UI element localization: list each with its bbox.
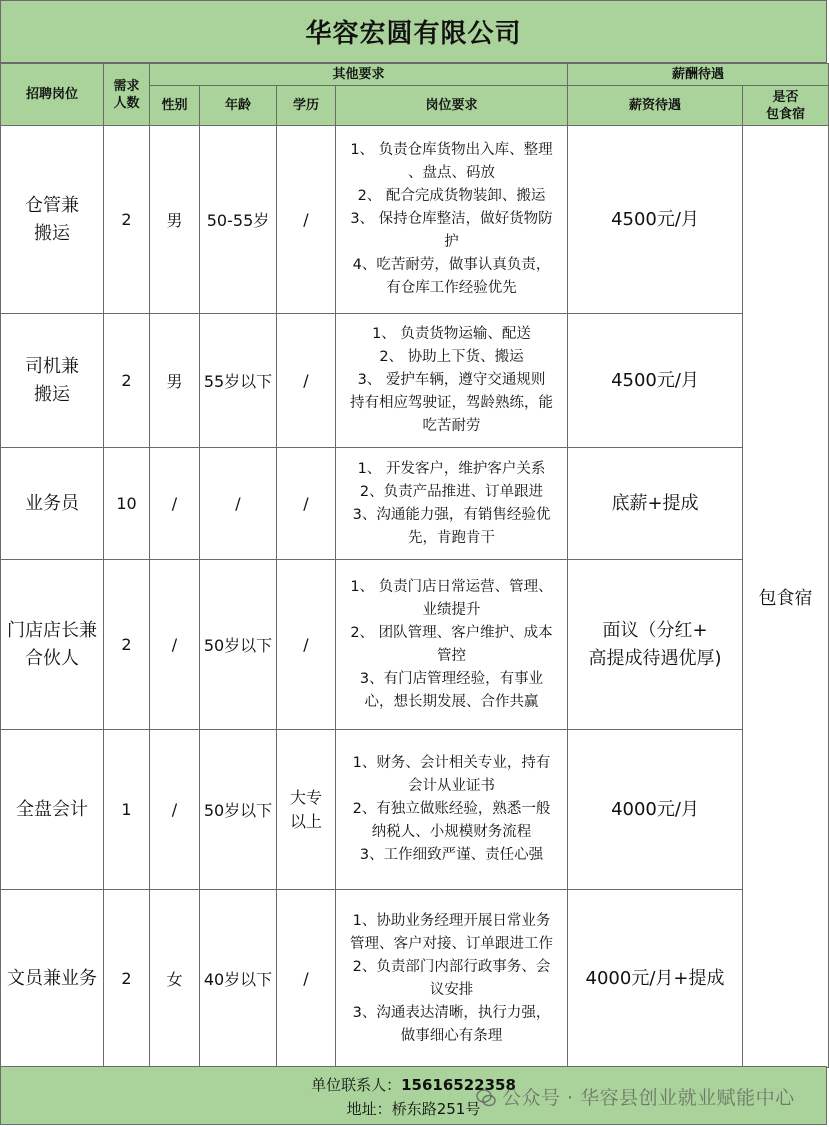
header-position: 招聘岗位 xyxy=(1,64,104,126)
salary-cell: 4500元/月 xyxy=(568,126,743,314)
duty-text: 1、 负责门店日常运营、管理、 业绩提升 2、 团队管理、客户维护、成本 管控 3、有门店管理经验，有事业 心，想长期发展、合作共赢 xyxy=(350,578,553,710)
education-cell: / xyxy=(277,890,336,1068)
education-cell: / xyxy=(277,560,336,730)
age-cell: 55岁以下 xyxy=(200,314,277,448)
header-education: 学历 xyxy=(277,86,336,126)
table-row xyxy=(1,448,829,560)
duty-cell xyxy=(336,890,568,1068)
address-value: 桥东路251号 xyxy=(391,1100,481,1118)
salary-cell: 面议（分红+ 高提成待遇优厚) xyxy=(568,560,743,730)
position-cell: 文员兼业务 xyxy=(1,890,104,1068)
duty-text: 1、协助业务经理开展日常业务 管理、客户对接、订单跟进工作 2、负责部门内部行政事务、会 议安排 3、沟通表达清晰，执行力强， 做事细心有条理 xyxy=(350,912,553,1044)
position-cell: 司机兼 搬运 xyxy=(1,314,104,448)
count-cell: 2 xyxy=(104,126,150,314)
gender-cell: 男 xyxy=(150,314,200,448)
gender-cell: 女 xyxy=(150,890,200,1068)
position-cell: 全盘会计 xyxy=(1,730,104,890)
duty-text: 1、 负责仓库货物出入库、整理 、盘点、码放 2、 配合完成货物装卸、搬运 3、 保持仓库整洁，做好货物防 护 4、吃苦耐劳，做事认真负责， 有仓库工作经验优先 xyxy=(350,142,553,296)
count-cell: 2 xyxy=(104,560,150,730)
header-gender: 性别 xyxy=(150,86,200,126)
watermark xyxy=(476,1083,795,1110)
age-cell: / xyxy=(200,448,277,560)
duty-cell xyxy=(336,126,568,314)
education-cell: / xyxy=(277,448,336,560)
education-cell: / xyxy=(277,126,336,314)
position-cell: 业务员 xyxy=(1,448,104,560)
age-cell: 40岁以下 xyxy=(200,890,277,1068)
salary-cell: 4000元/月+提成 xyxy=(568,890,743,1068)
gender-cell: / xyxy=(150,560,200,730)
table-row xyxy=(1,314,829,448)
company-title: 华容宏圆有限公司 xyxy=(0,0,827,63)
contact-label: 单位联系人： xyxy=(311,1076,402,1094)
duty-cell xyxy=(336,560,568,730)
duty-text: 1、 负责货物运输、配送 2、 协助上下货、搬运 3、 爱护车辆，遵守交通规则 持有相应驾驶证，驾龄熟练，能 吃苦耐劳 xyxy=(350,326,553,434)
duty-cell xyxy=(336,448,568,560)
duty-text: 1、 开发客户，维护客户关系 2、负责产品推进、订单跟进 3、沟通能力强，有销售经验优 先，肯跑肯干 xyxy=(352,460,551,546)
salary-cell: 4500元/月 xyxy=(568,314,743,448)
count-cell: 10 xyxy=(104,448,150,560)
watermark-text: 公众号 · 华容县创业就业赋能中心 xyxy=(502,1087,795,1109)
table-row xyxy=(1,126,829,314)
header-age: 年龄 xyxy=(200,86,277,126)
count-cell: 2 xyxy=(104,890,150,1068)
header-pay-group: 薪酬待遇 xyxy=(568,64,829,86)
header-other-requirements: 其他要求 xyxy=(150,64,568,86)
header-count: 需求 人数 xyxy=(104,64,150,126)
meal-cell: 包食宿 xyxy=(743,126,829,1068)
header-meal: 是否 包食宿 xyxy=(743,86,829,126)
age-cell: 50岁以下 xyxy=(200,560,277,730)
age-cell: 50-55岁 xyxy=(200,126,277,314)
education-cell: / xyxy=(277,314,336,448)
contact-phone: 15616522358 xyxy=(401,1076,516,1094)
salary-cell: 4000元/月 xyxy=(568,730,743,890)
duty-text: 1、财务、会计相关专业，持有 会计从业证书 2、有独立做账经验，熟悉一般 纳税人、小规模财务流程 3、工作细致严谨、责任心强 xyxy=(352,755,551,863)
age-cell: 50岁以下 xyxy=(200,730,277,890)
recruitment-table xyxy=(0,63,829,1068)
position-cell: 门店店长兼 合伙人 xyxy=(1,560,104,730)
count-cell: 1 xyxy=(104,730,150,890)
position-cell: 仓管兼 搬运 xyxy=(1,126,104,314)
wechat-icon xyxy=(476,1088,496,1108)
duty-cell xyxy=(336,730,568,890)
header-duty: 岗位要求 xyxy=(336,86,568,126)
duty-cell xyxy=(336,314,568,448)
gender-cell: / xyxy=(150,730,200,890)
education-cell: 大专 以上 xyxy=(277,730,336,890)
gender-cell: 男 xyxy=(150,126,200,314)
header-salary: 薪资待遇 xyxy=(568,86,743,126)
address-label: 地址： xyxy=(346,1100,392,1118)
table-row xyxy=(1,560,829,730)
salary-cell: 底薪+提成 xyxy=(568,448,743,560)
table-row xyxy=(1,730,829,890)
count-cell: 2 xyxy=(104,314,150,448)
gender-cell: / xyxy=(150,448,200,560)
table-row xyxy=(1,890,829,1068)
